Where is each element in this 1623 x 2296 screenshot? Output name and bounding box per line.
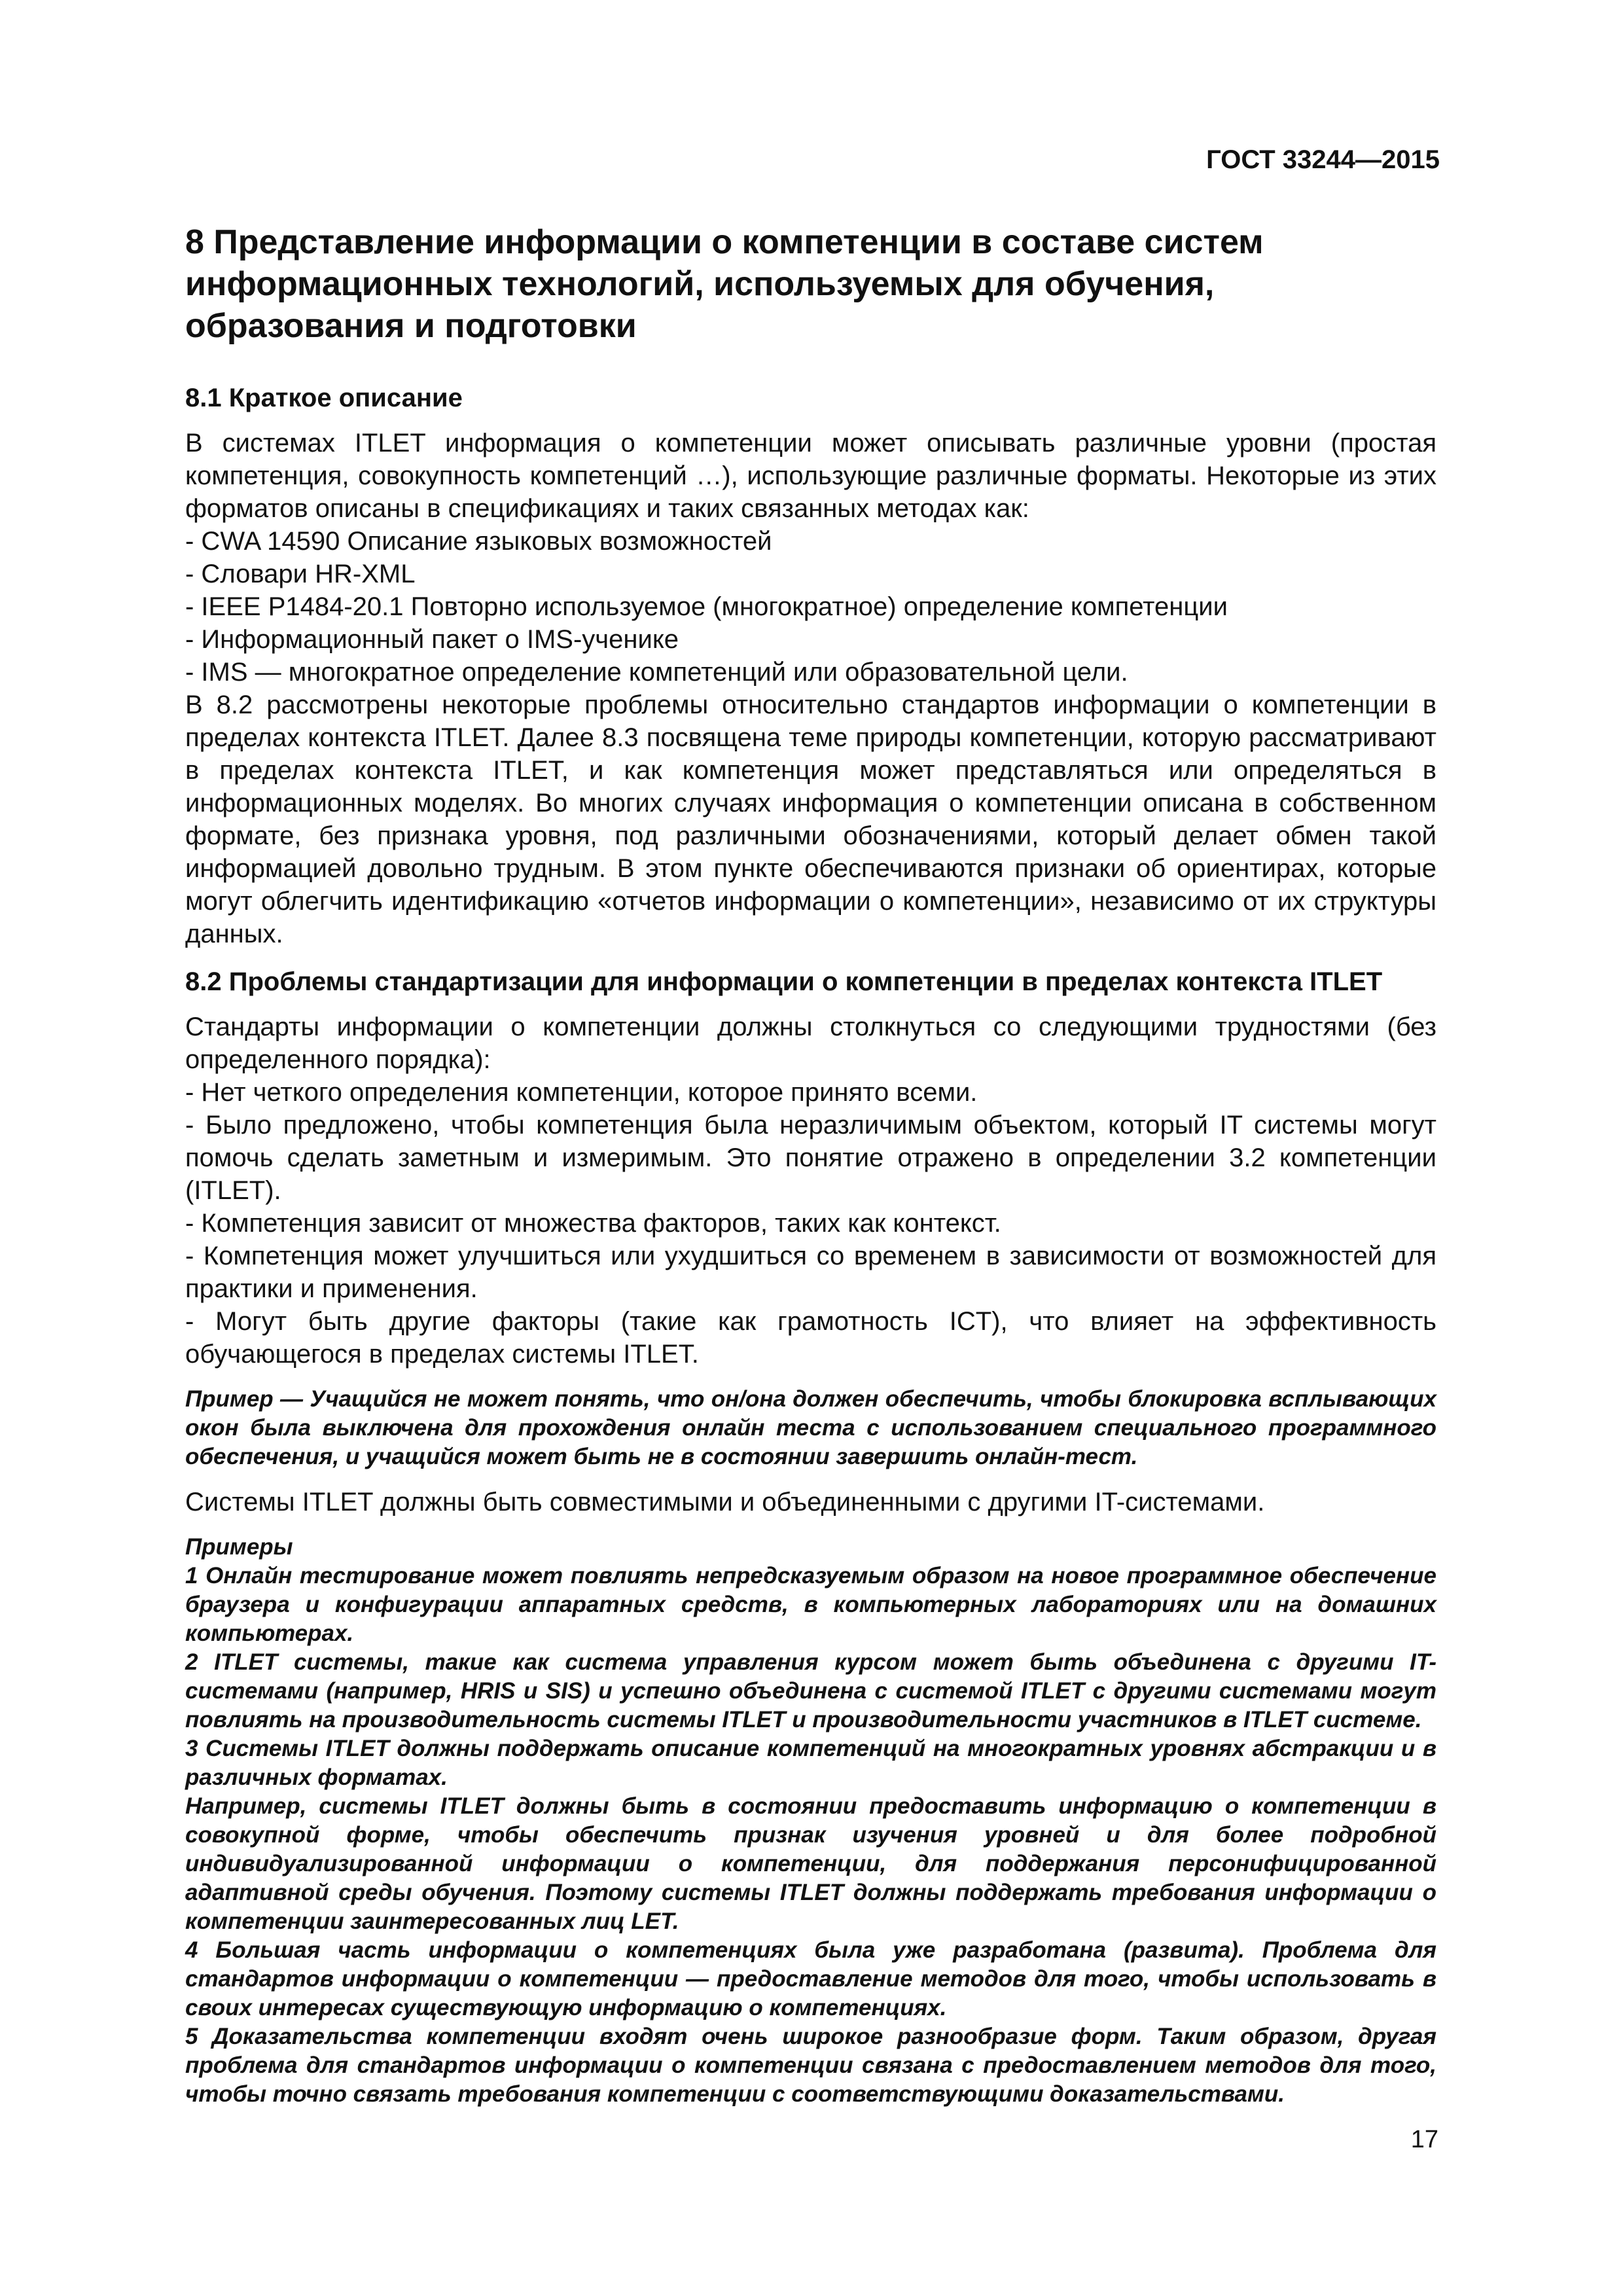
section-8-2-heading: 8.2 Проблемы стандартизации для информации о компетенции в пределах контекста ITLET	[185, 967, 1383, 996]
list-item: - Компетенция зависит от множества факторов, таких как контекст.	[185, 1209, 1001, 1238]
paragraph: В 8.2 рассмотрены некоторые проблемы относительно стандартов информации о компетенции в пределах контекста ITLET. Далее 8.3 посвящена теме природы компетенции, которую рассматривают в пределах контекста ITLET, и как компетенция может представляться или определяться в информационных моделях. Во многих случаях информация о компетенции описана в собственном формате, без признака уровня, под различными обозначениями, который делает обмен такой информацией довольно трудным. В этом пункте обеспечиваются признаки об ориентирах, которые могут облегчить идентификацию «отчетов информации о компетенции», независимо от их структуры данных.	[185, 691, 1436, 948]
example-item: 5 Доказательства компетенции входят очень широкое разнообразие форм. Таким образом, другая проблема для стандартов информации о компетенции связана с предоставлением методов для того, чтобы точно связать требования компетенции с соответствующими доказательствами.	[185, 2024, 1436, 2107]
example-item: 2 ITLET системы, такие как система управления курсом может быть объединена с другими IT-системами (например, HRIS и SIS) и успешно объединена с системой ITLET с другими системами могут повлиять на производительность системы ITLET и производительности участников в ITLET системе.	[185, 1649, 1436, 1732]
example-item: Например, системы ITLET должны быть в состоянии предоставить информацию о компетенции в совокупной форме, чтобы обеспечить признак изучения уровней и для более подробной индивидуализированной информации о компетенции, для поддержания персонифицированной адаптивной среды обучения. Поэтому системы ITLET должны поддержать требования информации о компетенции заинтересованных лиц LET.	[185, 1793, 1436, 1934]
standard-header: ГОСТ 33244—2015	[1206, 145, 1440, 174]
page-number: 17	[1410, 2126, 1438, 2153]
examples-title: Примеры	[185, 1534, 293, 1560]
paragraph: В системах ITLET информация о компетенции может описывать различные уровни (простая компетенция, совокупность компетенций …), использующие различные форматы. Некоторые из этих форматов описаны в спецификациях и таких связанных методах как:	[185, 429, 1436, 523]
list-item: - CWA 14590 Описание языковых возможностей	[185, 527, 772, 556]
section-8-title: 8 Представление информации о компетенции в составе систем информационных технологий, используемых для обучения, образования и подготовки	[185, 223, 1264, 345]
example-note: Пример — Учащийся не может понять, что он/она должен обеспечить, чтобы блокировка всплывающих окон была выключена для прохождения онлайн теста с использованием специального программного обеспечения, и учащийся может быть не в состоянии завершить онлайн-тест.	[185, 1386, 1436, 1469]
example-item: 4 Большая часть информации о компетенциях была уже разработана (развита). Проблема для стандартов информации о компетенции — предоставление методов для того, чтобы использовать в своих интересах существующую информацию о компетенциях.	[185, 1937, 1436, 2020]
list-item: - Компетенция может улучшиться или ухудшиться со временем в зависимости от возможностей для практики и применения.	[185, 1242, 1436, 1303]
list-item: - Информационный пакет о IMS-ученике	[185, 625, 679, 654]
section-8-1-heading: 8.1 Краткое описание	[185, 384, 463, 412]
paragraph: Стандарты информации о компетенции должны столкнуться со следующими трудностями (без определенного порядка):	[185, 1013, 1436, 1074]
list-item: - Было предложено, чтобы компетенция была неразличимым объектом, который IT системы могут помочь сделать заметным и измеримым. Это понятие отражено в определении 3.2 компетенции (ITLET).	[185, 1111, 1436, 1205]
list-item: - Могут быть другие факторы (такие как грамотность ICT), что влияет на эффективность обучающегося в пределах системы ITLET.	[185, 1307, 1436, 1369]
paragraph: Системы ITLET должны быть совместимыми и объединенными с другими IT-системами.	[185, 1488, 1265, 1516]
list-item: - Нет четкого определения компетенции, которое принято всеми.	[185, 1078, 978, 1107]
page-content	[185, 221, 1436, 2109]
example-item: 3 Системы ITLET должны поддержать описание компетенций на многократных уровнях абстракции и в различных форматах.	[185, 1736, 1436, 1790]
list-item: - IEEE P1484-20.1 Повторно используемое (многократное) определение компетенции	[185, 592, 1228, 621]
list-item: - Словари HR-XML	[185, 560, 416, 588]
list-item: - IMS — многократное определение компетенций или образовательной цели.	[185, 658, 1128, 687]
example-item: 1 Онлайн тестирование может повлиять непредсказуемым образом на новое программное обеспечение браузера и конфигурации аппаратных средств, в компьютерных лабораториях или на домашних компьютерах.	[185, 1563, 1436, 1646]
